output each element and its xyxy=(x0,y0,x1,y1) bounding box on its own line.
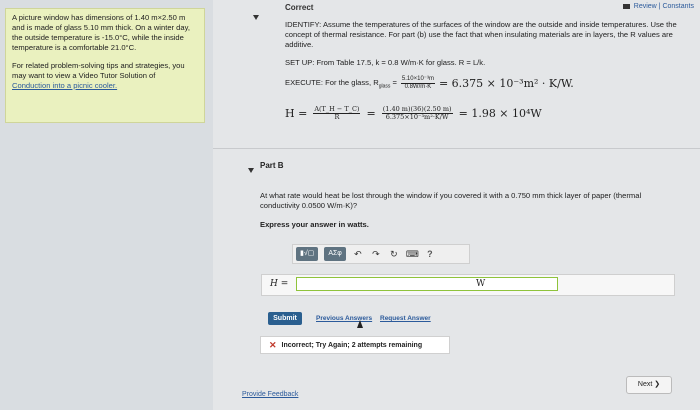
answer-unit: W xyxy=(476,279,486,289)
tips-text: For related problem-solving tips and strategies, you may want to view a Video Tutor Solution of xyxy=(12,61,185,80)
answer-input[interactable] xyxy=(296,277,558,291)
submit-button[interactable]: Submit xyxy=(268,312,302,325)
problem-statement xyxy=(5,8,205,123)
part-a-status: Correct xyxy=(285,3,314,12)
undo-icon[interactable]: ↶ xyxy=(354,248,362,259)
video-tutor-link[interactable]: Conduction into a picnic cooler. xyxy=(12,81,118,90)
redo-icon[interactable]: ↷ xyxy=(372,248,380,259)
part-b-collapse-icon[interactable] xyxy=(248,166,254,175)
h-fraction-1: $\frac{A(T\_H - T\_C)}{R}$ xyxy=(314,105,360,121)
collapse-arrow-icon[interactable] xyxy=(253,13,259,22)
header-separator: | xyxy=(658,3,661,10)
setup-text: SET UP: From Table 17.5, k = 0.8 W/m·K for glass. R = L/k. xyxy=(285,58,486,67)
feedback-message xyxy=(260,336,450,354)
execute-fraction: $\frac{\text{5.10×10⁻³m}}{0.8W/m\cdot K}$ xyxy=(401,76,434,90)
part-b-title[interactable]: Part B xyxy=(260,161,284,170)
request-answer-link[interactable]: Request Answer xyxy=(380,315,431,322)
h-result: = 1.98 × 10⁴W xyxy=(458,107,542,120)
part-b-question: At what rate would heat be lost through the window if you covered it with a 0.750 mm thick layer of paper (thermal conductivity 0.0500 W/m·K)? xyxy=(260,191,642,210)
provide-feedback-link[interactable]: Provide Feedback xyxy=(242,391,299,398)
heat-rate-equation: H = $\frac{A(T\_H - T\_C)}{R}$ = $\frac{(1.40 m)(36)(2.50 m)}{\text{6.375×10⁻³m²·K/W}}$ = 1.98 × 10⁴W xyxy=(285,105,542,121)
review-link[interactable]: Review xyxy=(633,3,657,10)
execute-label: EXECUTE: For the glass, $R_{glass}$ = xyxy=(285,77,397,90)
greek-button[interactable]: ΑΣφ xyxy=(324,247,346,261)
next-button[interactable]: Next ❯ xyxy=(626,376,672,394)
problem-text: A picture window has dimensions of 1.40 m×2.50 m and is made of glass 5.10 mm thick. On a winter day, the outside temperature is -15.0°C, while the inside temperature is a comfortable 21.0°C. xyxy=(12,13,190,52)
answer-row xyxy=(261,274,675,296)
feedback-text: Incorrect; Try Again; 2 attempts remaining xyxy=(281,341,423,349)
help-icon[interactable]: ? xyxy=(427,249,433,259)
identify-text: IDENTIFY: Assume the temperatures of the surfaces of the window are the outside and inside temperatures. Use the concept of thermal resistance. For part (b) use the fact that when insulating materials are in layers, the R values are additive. xyxy=(285,20,677,49)
math-toolbar xyxy=(292,244,470,264)
execute-result: = 6.375 × 10⁻³m² · K/W. xyxy=(438,77,574,90)
h-fraction-2: $\frac{(1.40 m)(36)(2.50 m)}{\text{6.375×10⁻³m²·K/W}}$ xyxy=(382,105,452,121)
execute-row xyxy=(285,76,574,91)
previous-answers-link[interactable]: Previous Answers xyxy=(316,315,373,322)
header-links xyxy=(623,3,694,10)
h-equation-label: H = xyxy=(285,107,308,120)
left-panel xyxy=(0,0,213,410)
constants-link[interactable]: Constants xyxy=(662,3,694,10)
answer-label: H = xyxy=(270,279,289,289)
main-content xyxy=(213,0,700,410)
express-instruction: Express your answer in watts. xyxy=(260,220,369,229)
reset-icon[interactable]: ↻ xyxy=(390,248,398,259)
templates-button[interactable]: ▮√▢ xyxy=(296,247,318,261)
incorrect-x-icon: ✕ xyxy=(269,339,277,350)
divider xyxy=(213,148,700,149)
mouse-cursor-icon xyxy=(357,320,363,328)
keyboard-icon[interactable]: ⌨ xyxy=(405,248,419,259)
review-icon xyxy=(623,4,630,9)
